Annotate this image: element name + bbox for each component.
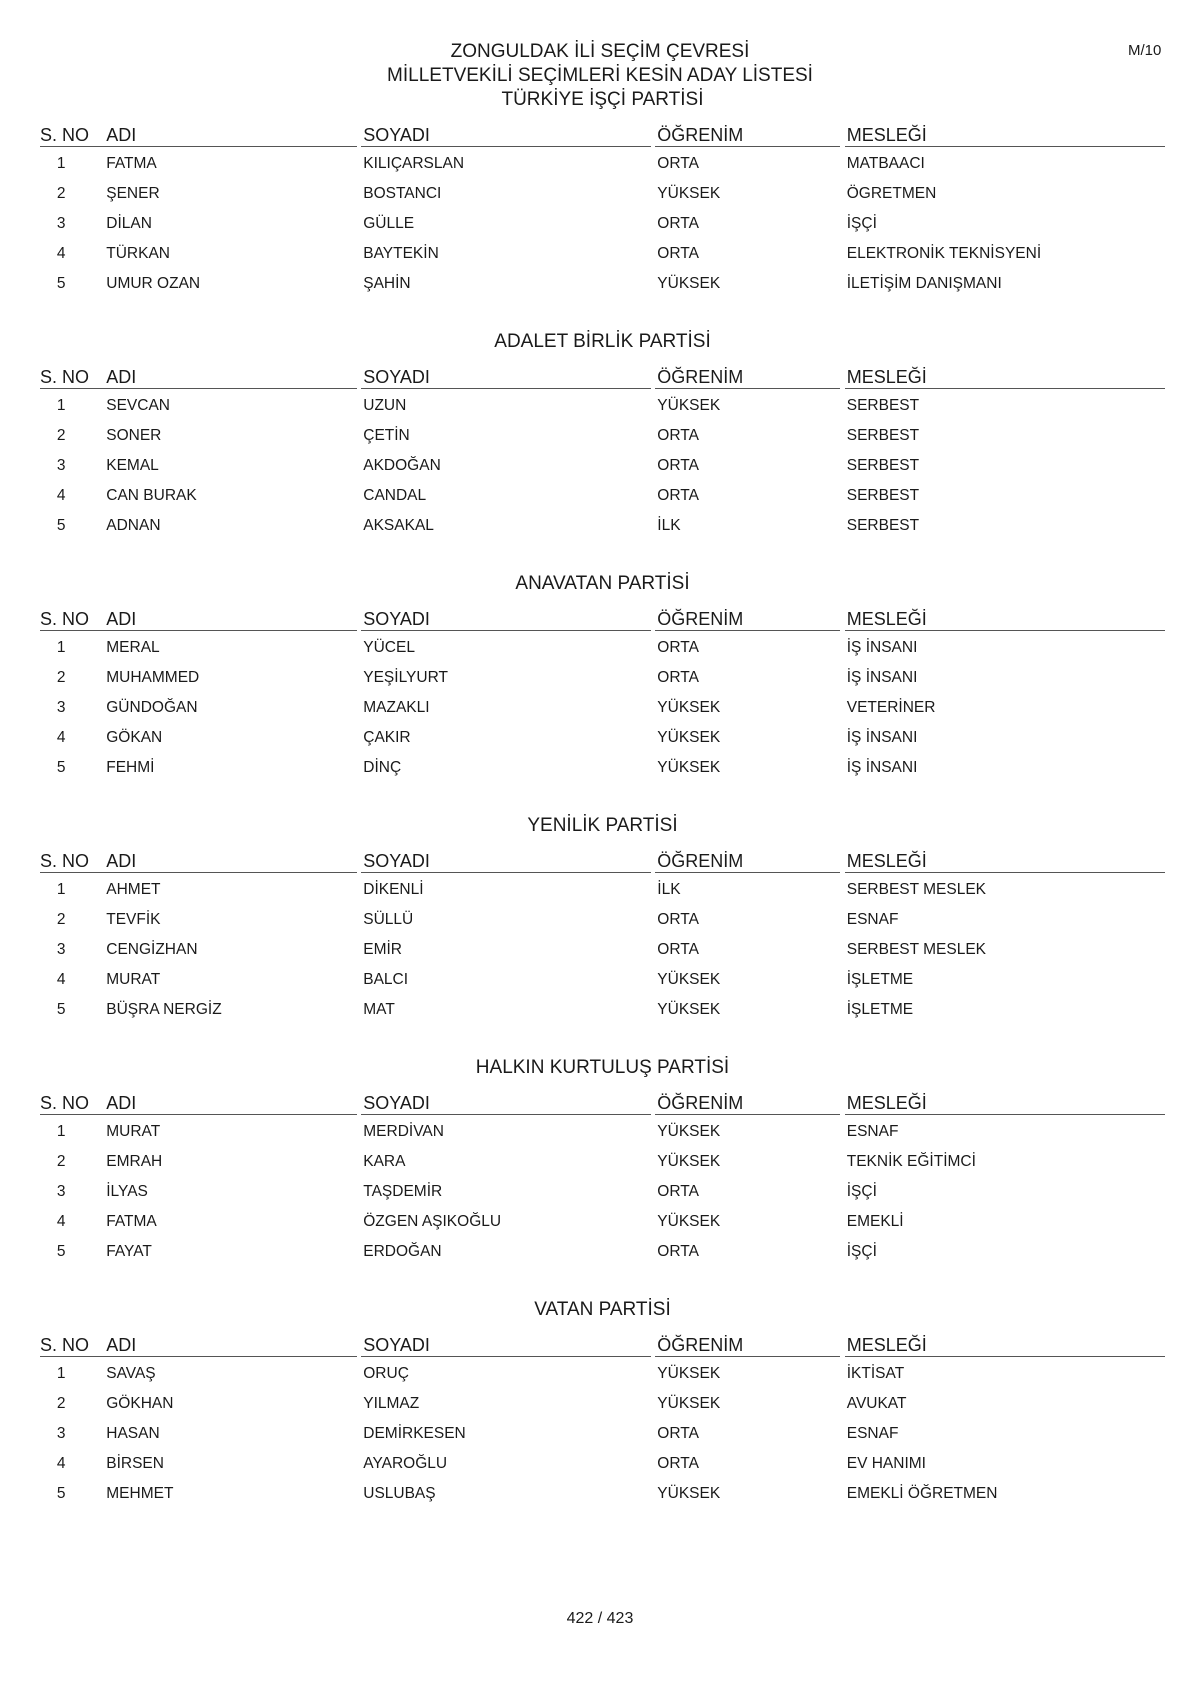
cell-sno: 5 xyxy=(56,1243,66,1260)
cell-soyadi: TAŞDEMİR xyxy=(363,1183,443,1200)
cell-ogrenim: YÜKSEK xyxy=(657,185,721,202)
column-header-sno: S. NO xyxy=(40,1330,104,1357)
column-header-sno: S. NO xyxy=(40,846,104,873)
cell-meslegi: VETERİNER xyxy=(846,699,936,716)
cell-adi: MURAT xyxy=(106,1123,161,1140)
table-row xyxy=(40,753,1165,783)
table-row xyxy=(40,481,1165,511)
cell-soyadi: ORUÇ xyxy=(363,1365,409,1382)
cell-ogrenim: İLK xyxy=(657,881,681,898)
cell-sno: 3 xyxy=(56,457,66,474)
column-header-soyadi: SOYADI xyxy=(361,362,651,389)
cell-ogrenim: YÜKSEK xyxy=(657,759,721,776)
cell-sno: 3 xyxy=(56,941,66,958)
cell-adi: HASAN xyxy=(106,1425,160,1442)
cell-soyadi: UZUN xyxy=(363,397,407,414)
table-row xyxy=(40,1147,1165,1177)
cell-sno: 4 xyxy=(56,1455,66,1472)
candidate-table xyxy=(40,120,1165,299)
cell-adi: AHMET xyxy=(106,881,161,898)
column-header-ogrenim: ÖĞRENİM xyxy=(655,1088,840,1115)
cell-ogrenim: ORTA xyxy=(657,245,699,262)
cell-soyadi: ÖZGEN AŞIKOĞLU xyxy=(363,1213,502,1230)
cell-soyadi: YEŞİLYURT xyxy=(363,669,448,686)
table-row xyxy=(40,239,1165,269)
cell-meslegi: İKTİSAT xyxy=(846,1365,905,1382)
cell-ogrenim: ORTA xyxy=(657,215,699,232)
table-row xyxy=(40,147,1165,179)
cell-ogrenim: İLK xyxy=(657,517,681,534)
column-header-ogrenim: ÖĞRENİM xyxy=(655,604,840,631)
cell-adi: FATMA xyxy=(106,1213,157,1230)
column-header-meslegi: MESLEĞİ xyxy=(845,1088,1165,1115)
party-title: VATAN PARTİSİ xyxy=(534,1299,671,1320)
column-header-meslegi: MESLEĞİ xyxy=(845,604,1165,631)
cell-soyadi: YILMAZ xyxy=(363,1395,420,1412)
cell-adi: GÜNDOĞAN xyxy=(106,699,198,716)
cell-soyadi: DİNÇ xyxy=(363,759,402,776)
table-row xyxy=(40,209,1165,239)
table-row xyxy=(40,269,1165,299)
column-header-ogrenim: ÖĞRENİM xyxy=(655,362,840,389)
cell-ogrenim: YÜKSEK xyxy=(657,1485,721,1502)
column-header-sno: S. NO xyxy=(40,120,104,147)
cell-sno: 1 xyxy=(56,881,66,898)
party-section xyxy=(40,1025,1165,1267)
column-header-meslegi: MESLEĞİ xyxy=(845,846,1165,873)
cell-meslegi: İŞÇİ xyxy=(846,215,877,232)
cell-ogrenim: ORTA xyxy=(657,487,699,504)
column-header-sno: S. NO xyxy=(40,362,104,389)
cell-ogrenim: YÜKSEK xyxy=(657,1365,721,1382)
column-header-adi: ADI xyxy=(104,362,357,389)
table-row xyxy=(40,873,1165,905)
page-code: M/10 xyxy=(1128,42,1162,59)
cell-meslegi: İŞLETME xyxy=(846,971,914,988)
cell-meslegi: SERBEST xyxy=(846,427,920,444)
cell-ogrenim: ORTA xyxy=(657,155,699,172)
cell-meslegi: SERBEST xyxy=(846,457,920,474)
table-row xyxy=(40,389,1165,421)
cell-ogrenim: ORTA xyxy=(657,639,699,656)
cell-soyadi: AKSAKAL xyxy=(363,517,434,534)
column-header-adi: ADI xyxy=(104,1330,357,1357)
table-row xyxy=(40,1237,1165,1267)
cell-meslegi: EV HANIMI xyxy=(846,1455,926,1472)
party-section xyxy=(40,1267,1165,1509)
cell-meslegi: İŞ İNSANI xyxy=(846,759,918,776)
cell-soyadi: MAT xyxy=(363,1001,395,1018)
header-line-1: ZONGULDAK İLİ SEÇİM ÇEVRESİ xyxy=(450,41,750,62)
table-row xyxy=(40,663,1165,693)
header-line-2: MİLLETVEKİLİ SEÇİMLERİ KESİN ADAY LİSTESİ xyxy=(387,65,813,86)
candidate-table xyxy=(40,362,1165,541)
column-header-adi: ADI xyxy=(104,846,357,873)
cell-adi: ADNAN xyxy=(106,517,161,534)
table-row xyxy=(40,693,1165,723)
candidate-table xyxy=(40,1088,1165,1267)
column-header-soyadi: SOYADI xyxy=(361,846,651,873)
cell-ogrenim: ORTA xyxy=(657,427,699,444)
cell-adi: MUHAMMED xyxy=(106,669,200,686)
table-row xyxy=(40,1357,1165,1389)
table-row xyxy=(40,1419,1165,1449)
column-header-ogrenim: ÖĞRENİM xyxy=(655,1330,840,1357)
cell-sno: 3 xyxy=(56,1183,66,1200)
cell-meslegi: AVUKAT xyxy=(846,1395,907,1412)
cell-sno: 5 xyxy=(56,1485,66,1502)
cell-soyadi: ERDOĞAN xyxy=(363,1243,442,1260)
cell-meslegi: SERBEST MESLEK xyxy=(846,941,987,958)
party-title: TÜRKİYE İŞÇİ PARTİSİ xyxy=(501,89,704,110)
column-header-soyadi: SOYADI xyxy=(361,120,651,147)
cell-adi: GÖKAN xyxy=(106,729,163,746)
column-header-sno: S. NO xyxy=(40,1088,104,1115)
cell-soyadi: DİKENLİ xyxy=(363,881,424,898)
table-row xyxy=(40,511,1165,541)
cell-adi: SEVCAN xyxy=(106,397,170,414)
cell-ogrenim: ORTA xyxy=(657,911,699,928)
cell-sno: 4 xyxy=(56,487,66,504)
cell-meslegi: SERBEST xyxy=(846,487,920,504)
table-header-row xyxy=(40,120,1165,147)
cell-meslegi: TEKNİK EĞİTİMCİ xyxy=(846,1153,976,1170)
cell-soyadi: BAYTEKİN xyxy=(363,245,439,262)
cell-adi: TEVFİK xyxy=(106,911,161,928)
cell-soyadi: BOSTANCI xyxy=(363,185,442,202)
section-spacer xyxy=(40,1025,1165,1056)
cell-meslegi: İŞLETME xyxy=(846,1001,914,1018)
cell-meslegi: ESNAF xyxy=(846,1123,899,1140)
column-header-meslegi: MESLEĞİ xyxy=(845,1330,1165,1357)
cell-ogrenim: YÜKSEK xyxy=(657,971,721,988)
cell-adi: DİLAN xyxy=(106,215,152,232)
cell-sno: 1 xyxy=(56,1123,66,1140)
candidate-table xyxy=(40,1330,1165,1509)
table-row xyxy=(40,451,1165,481)
cell-ogrenim: YÜKSEK xyxy=(657,1153,721,1170)
cell-ogrenim: YÜKSEK xyxy=(657,275,721,292)
cell-adi: FEHMİ xyxy=(106,759,155,776)
cell-meslegi: EMEKLİ ÖĞRETMEN xyxy=(846,1485,998,1502)
cell-adi: CENGİZHAN xyxy=(106,941,198,958)
table-header-row xyxy=(40,1330,1165,1357)
table-row xyxy=(40,995,1165,1025)
cell-meslegi: SERBEST MESLEK xyxy=(846,881,987,898)
cell-soyadi: AKDOĞAN xyxy=(363,457,441,474)
cell-sno: 2 xyxy=(56,1153,66,1170)
cell-sno: 3 xyxy=(56,699,66,716)
page-number: 422 / 423 xyxy=(566,1610,634,1627)
cell-ogrenim: ORTA xyxy=(657,1455,699,1472)
cell-ogrenim: YÜKSEK xyxy=(657,1213,721,1230)
cell-adi: GÖKHAN xyxy=(106,1395,174,1412)
cell-sno: 5 xyxy=(56,275,66,292)
cell-sno: 2 xyxy=(56,669,66,686)
table-row xyxy=(40,1449,1165,1479)
cell-soyadi: KARA xyxy=(363,1153,406,1170)
cell-sno: 1 xyxy=(56,1365,66,1382)
column-header-soyadi: SOYADI xyxy=(361,1330,651,1357)
cell-sno: 4 xyxy=(56,1213,66,1230)
cell-soyadi: SÜLLÜ xyxy=(363,911,414,928)
party-title: HALKIN KURTULUŞ PARTİSİ xyxy=(475,1057,730,1078)
cell-soyadi: CANDAL xyxy=(363,487,427,504)
cell-ogrenim: ORTA xyxy=(657,1243,699,1260)
party-title: ANAVATAN PARTİSİ xyxy=(515,573,690,594)
cell-meslegi: MATBAACI xyxy=(846,155,925,172)
table-row xyxy=(40,1479,1165,1509)
table-row xyxy=(40,1115,1165,1147)
cell-adi: SAVAŞ xyxy=(106,1365,156,1382)
cell-soyadi: MERDİVAN xyxy=(363,1123,444,1140)
cell-sno: 2 xyxy=(56,427,66,444)
table-header-row xyxy=(40,1088,1165,1115)
cell-soyadi: ÇAKIR xyxy=(363,729,411,746)
cell-sno: 4 xyxy=(56,729,66,746)
cell-adi: İLYAS xyxy=(106,1183,148,1200)
party-section xyxy=(40,783,1165,1025)
cell-meslegi: İŞ İNSANI xyxy=(846,729,918,746)
cell-soyadi: BALCI xyxy=(363,971,409,988)
cell-adi: CAN BURAK xyxy=(106,487,197,504)
section-spacer xyxy=(40,1267,1165,1298)
cell-sno: 2 xyxy=(56,185,66,202)
cell-adi: UMUR OZAN xyxy=(106,275,201,292)
column-header-adi: ADI xyxy=(104,120,357,147)
table-row xyxy=(40,905,1165,935)
table-row xyxy=(40,1207,1165,1237)
party-section xyxy=(40,541,1165,783)
cell-soyadi: MAZAKLI xyxy=(363,699,430,716)
cell-ogrenim: ORTA xyxy=(657,941,699,958)
cell-soyadi: AYAROĞLU xyxy=(363,1455,448,1472)
document-header xyxy=(0,40,1200,88)
cell-adi: FATMA xyxy=(106,155,157,172)
column-header-meslegi: MESLEĞİ xyxy=(845,120,1165,147)
table-row xyxy=(40,421,1165,451)
cell-meslegi: SERBEST xyxy=(846,517,920,534)
column-header-soyadi: SOYADI xyxy=(361,604,651,631)
cell-adi: ŞENER xyxy=(106,185,160,202)
cell-ogrenim: YÜKSEK xyxy=(657,699,721,716)
cell-sno: 2 xyxy=(56,911,66,928)
candidate-table xyxy=(40,604,1165,783)
cell-adi: FAYAT xyxy=(106,1243,152,1260)
cell-adi: MERAL xyxy=(106,639,160,656)
party-title: ADALET BİRLİK PARTİSİ xyxy=(494,331,711,352)
cell-meslegi: EMEKLİ xyxy=(846,1213,904,1230)
cell-meslegi: ÖGRETMEN xyxy=(846,185,937,202)
cell-ogrenim: YÜKSEK xyxy=(657,1001,721,1018)
column-header-ogrenim: ÖĞRENİM xyxy=(655,846,840,873)
cell-ogrenim: ORTA xyxy=(657,669,699,686)
cell-sno: 4 xyxy=(56,245,66,262)
cell-meslegi: İŞ İNSANI xyxy=(846,669,918,686)
column-header-ogrenim: ÖĞRENİM xyxy=(655,120,840,147)
cell-sno: 5 xyxy=(56,1001,66,1018)
cell-meslegi: SERBEST xyxy=(846,397,920,414)
cell-meslegi: İŞ İNSANI xyxy=(846,639,918,656)
cell-soyadi: USLUBAŞ xyxy=(363,1485,436,1502)
cell-meslegi: İŞÇİ xyxy=(846,1183,877,1200)
cell-meslegi: ESNAF xyxy=(846,911,899,928)
cell-meslegi: İŞÇİ xyxy=(846,1243,877,1260)
candidate-table xyxy=(40,846,1165,1025)
cell-soyadi: ŞAHİN xyxy=(363,275,411,292)
cell-soyadi: GÜLLE xyxy=(363,215,415,232)
cell-soyadi: ÇETİN xyxy=(363,427,410,444)
cell-ogrenim: YÜKSEK xyxy=(657,1123,721,1140)
column-header-sno: S. NO xyxy=(40,604,104,631)
table-row xyxy=(40,965,1165,995)
cell-soyadi: KILIÇARSLAN xyxy=(363,155,465,172)
cell-adi: MURAT xyxy=(106,971,161,988)
column-header-meslegi: MESLEĞİ xyxy=(845,362,1165,389)
cell-adi: TÜRKAN xyxy=(106,245,170,262)
cell-sno: 1 xyxy=(56,397,66,414)
cell-ogrenim: YÜKSEK xyxy=(657,1395,721,1412)
column-header-adi: ADI xyxy=(104,604,357,631)
cell-meslegi: ELEKTRONİK TEKNİSYENİ xyxy=(846,245,1042,262)
column-header-soyadi: SOYADI xyxy=(361,1088,651,1115)
cell-adi: EMRAH xyxy=(106,1153,163,1170)
cell-ogrenim: ORTA xyxy=(657,457,699,474)
party-lists xyxy=(40,89,1165,1509)
table-header-row xyxy=(40,362,1165,389)
cell-adi: MEHMET xyxy=(106,1485,174,1502)
table-row xyxy=(40,723,1165,753)
cell-ogrenim: ORTA xyxy=(657,1425,699,1442)
cell-sno: 1 xyxy=(56,155,66,172)
cell-adi: BÜŞRA NERGİZ xyxy=(106,1001,222,1018)
section-spacer xyxy=(40,299,1165,330)
cell-sno: 1 xyxy=(56,639,66,656)
party-section xyxy=(40,299,1165,541)
cell-adi: KEMAL xyxy=(106,457,159,474)
cell-ogrenim: YÜKSEK xyxy=(657,397,721,414)
cell-adi: BİRSEN xyxy=(106,1455,164,1472)
cell-sno: 2 xyxy=(56,1395,66,1412)
cell-sno: 4 xyxy=(56,971,66,988)
cell-soyadi: EMİR xyxy=(363,941,402,958)
section-spacer xyxy=(40,783,1165,814)
cell-ogrenim: YÜKSEK xyxy=(657,729,721,746)
cell-soyadi: DEMİRKESEN xyxy=(363,1425,466,1442)
cell-soyadi: YÜCEL xyxy=(363,639,415,656)
table-row xyxy=(40,935,1165,965)
table-row xyxy=(40,1177,1165,1207)
table-header-row xyxy=(40,846,1165,873)
cell-sno: 5 xyxy=(56,517,66,534)
cell-sno: 3 xyxy=(56,215,66,232)
cell-meslegi: ESNAF xyxy=(846,1425,899,1442)
table-row xyxy=(40,179,1165,209)
cell-adi: SONER xyxy=(106,427,162,444)
cell-sno: 3 xyxy=(56,1425,66,1442)
column-header-adi: ADI xyxy=(104,1088,357,1115)
cell-meslegi: İLETİŞİM DANIŞMANI xyxy=(846,275,1002,292)
party-section xyxy=(40,88,1165,299)
table-row xyxy=(40,631,1165,663)
cell-ogrenim: ORTA xyxy=(657,1183,699,1200)
table-row xyxy=(40,1389,1165,1419)
party-title: YENİLİK PARTİSİ xyxy=(527,815,678,836)
table-header-row xyxy=(40,604,1165,631)
cell-sno: 5 xyxy=(56,759,66,776)
section-spacer xyxy=(40,541,1165,572)
